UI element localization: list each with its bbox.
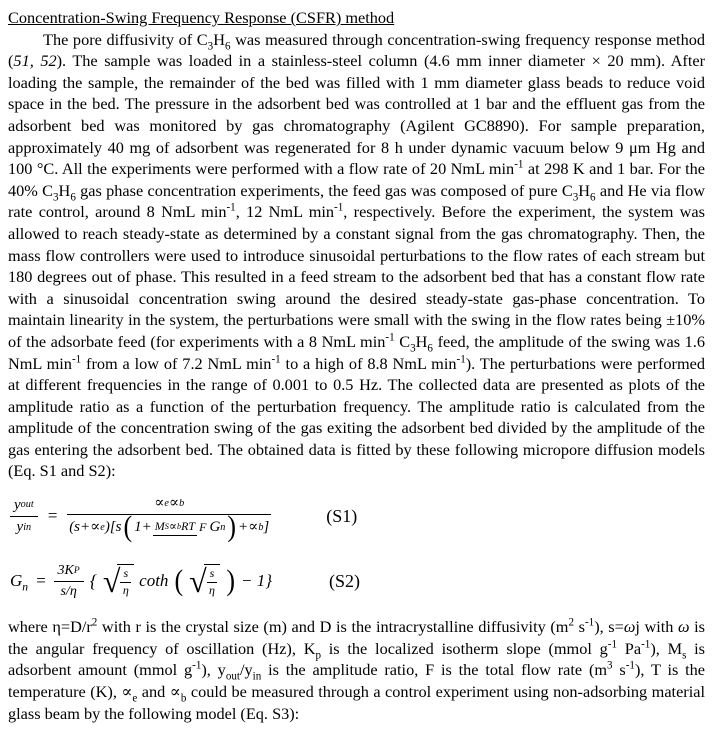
eq-s1-inner-fraction xyxy=(153,520,209,536)
eq-s1-den-mid: 1+ xyxy=(134,519,152,536)
eq-s2-numerator: 3K P xyxy=(54,562,84,582)
eq-s2-tail: − 1} xyxy=(241,571,273,591)
equals-sign: = xyxy=(35,571,47,591)
radical-sign: √ xyxy=(102,562,121,599)
eq-s2-sqrt-numerator: s xyxy=(120,567,131,583)
eq-s2-sqrt-fraction xyxy=(207,567,218,598)
equation-s2 xyxy=(10,562,705,600)
equals-sign: = xyxy=(46,506,59,526)
eq-s1-den-left: (s+∝ e )[s xyxy=(69,519,122,536)
eq-s1-den-gn: G n xyxy=(209,519,226,536)
eq-s2-denominator: s/η xyxy=(60,584,77,600)
eq-s2-sqrt-denominator: η xyxy=(122,583,129,598)
eq-s1-inner-denominator: F xyxy=(199,520,207,535)
eq-s2-sqrt-1 xyxy=(103,564,134,598)
eq-s2-sqrt-fraction xyxy=(120,567,131,598)
eq-s1-label: (S1) xyxy=(326,505,358,526)
eq-s2-label: (S2) xyxy=(329,570,361,591)
eq-s2-coth: coth xyxy=(139,571,169,591)
eq-s2-sqrt-numerator: s xyxy=(207,567,218,583)
eq-s2-fraction xyxy=(54,562,84,600)
open-brace: { xyxy=(89,570,97,591)
eq-s1-rhs-fraction xyxy=(67,494,271,544)
radical-sign: √ xyxy=(189,562,207,599)
eq-s1-lhs-numerator: y out xyxy=(10,496,38,517)
eq-s1-lhs-denominator: y in xyxy=(16,519,32,536)
paragraph-definitions: where $\eta=D/r^2$ with r is the crystal size (m) and D is the intracrystalline diffusivity ($m^2$ $s^{-1}$), s=ωj with ω is the angular frequency of oscillation (Hz), $K_p$ is the localized isotherm slope (mmol $g^{-1}$ $Pa^{-1}$), $M_s$ is adsorbent amount (mmol $g^{-1}$), $y_{out}/y_{in}$ is the amplitude ratio, F is the total flow rate ($m^3$ $s^{-1}$), T is the temperature (K), $\propto_e$ and $\propto_b$ could be measured through a control experiment using non-adsorbing material glass beam by the following model (Eq. S3): xyxy=(8,616,706,723)
open-paren: ( xyxy=(123,510,133,544)
eq-s2-sqrt-denominator: η xyxy=(209,583,215,598)
eq-s1-rhs-numerator: ∝ e ∝ b xyxy=(67,494,271,515)
eq-s2-sqrt-2 xyxy=(189,564,220,598)
close-paren: ) xyxy=(227,510,237,544)
eq-s1-inner-numerator: M S ∝ b RT xyxy=(153,520,197,536)
section-title: Concentration-Swing Frequency Response (CSFR) method xyxy=(8,8,395,27)
eq-s1-den-right: +∝ b ] xyxy=(238,519,270,536)
eq-s1-rhs-denominator xyxy=(67,510,271,544)
open-paren: ( xyxy=(174,563,184,597)
eq-s1-lhs-fraction xyxy=(10,496,38,537)
close-paren: ) xyxy=(226,563,236,597)
eq-s2-lhs: $G_n$ xyxy=(10,571,29,594)
equation-s1 xyxy=(10,494,705,544)
paragraph-method: The pore diffusivity of $C_3H_6$ was measured through concentration-swing frequency response method (51, 52). The sample was loaded in a stainless-steel column (4.6 mm inner diameter × 20 mm). After loading the sample, the remainder of the bed was filled with 1 mm diameter glass beads to reduce void space in the bed. The pressure in the adsorbent bed was controlled at 1 bar and the effluent gas from the adsorbent bed was monitored by gas chromatography (Agilent GC8890). For sample preparation, approximately 40 mg of adsorbent was regenerated for 8 h under dynamic vacuum below 9 μm Hg and 100 °C. All the experiments were performed with a flow rate of 20 NmL $\min^{-1}$ at 298 K and 1 bar. For the 40% $C_3H_6$ gas phase concentration experiments, the feed gas was composed of pure $C_3H_6$ and He via flow rate control, around 8 NmL $\min^{-1}$, 12 NmL $\min^{-1}$, respectively. Before the experiment, the system was allowed to reach steady-state as determined by a constant signal from the gas chromatography. Then, the mass flow controllers were used to introduce sinusoidal perturbations to the flow rates of each stream but 180 degrees out of phase. This resulted in a feed stream to the adsorbent bed that has a constant flow rate with a sinusoidal concentration swing around the desired steady-state gas-phase concentration. To maintain linearity in the system, the perturbations were small with the swing in the flow rates being ±10% of the adsorbate feed (for experiments with a 8 NmL $\min^{-1} C_3H_6$ feed, the amplitude of the swing was 1.6 NmL $\min^{-1}$ from a low of 7.2 NmL $\min^{-1}$ to a high of 8.8 NmL $\min^{-1}$). The perturbations were performed at different frequencies in the range of 0.001 to 0.5 Hz. The collected data are presented as plots of the amplitude ratio as a function of the perturbation frequency. The amplitude ratio is calculated from the amplitude of the concentration swing of the gas exiting the adsorbent bed divided by the amplitude of the gas entering the adsorbent bed. The obtained data is fitted by these following micropore diffusion models (Eq. S1 and S2): xyxy=(8,29,706,481)
